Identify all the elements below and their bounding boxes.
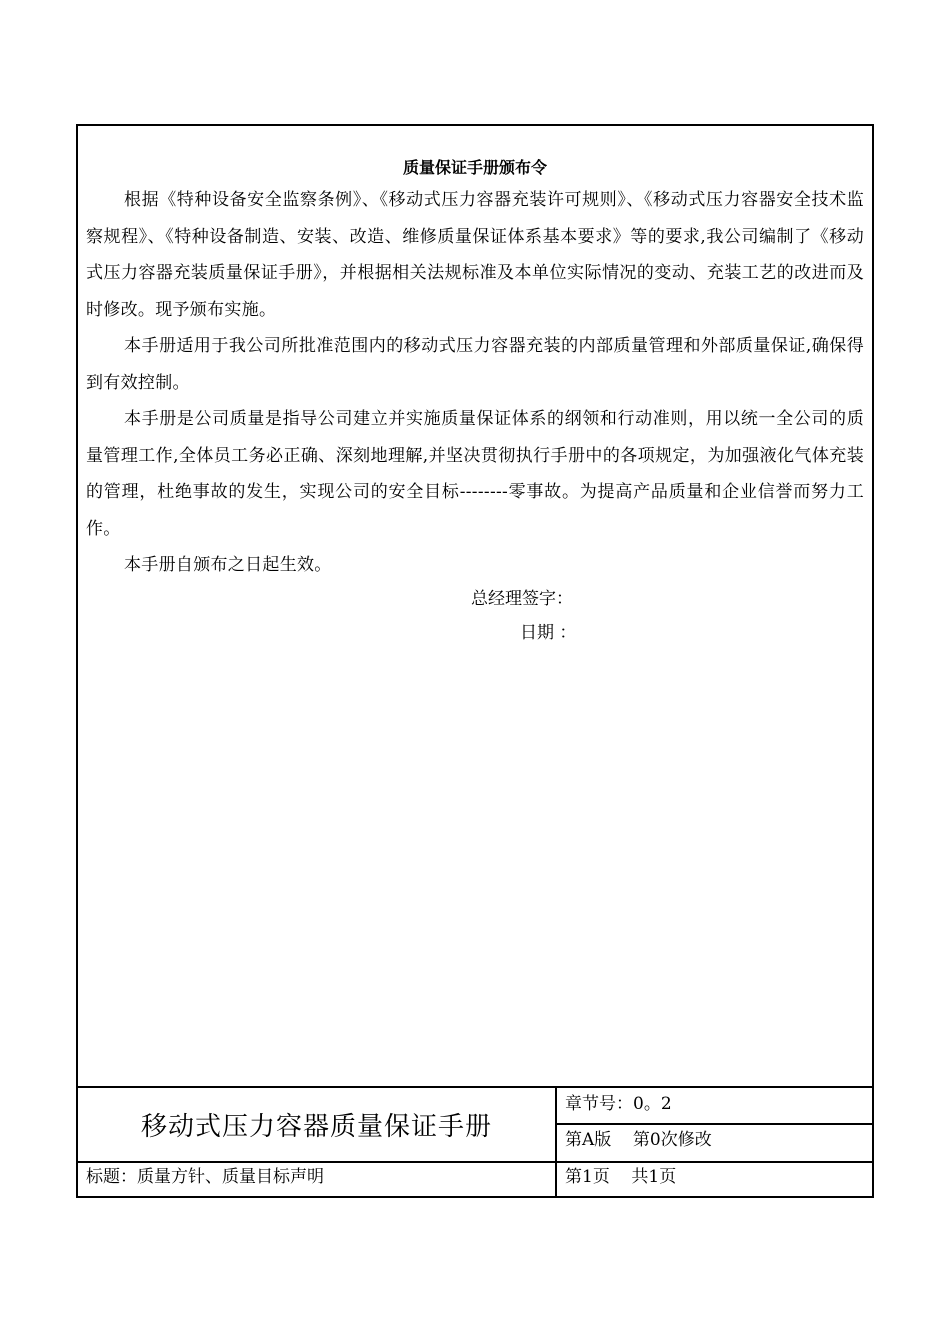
paragraph-3: 本手册是公司质量是指导公司建立并实施质量保证体系的纲领和行动准则，用以统一全公司的质量管理工作,全体员工务必正确、深刻地理解,并坚决贯彻执行手册中的各项规定，为加强液化气体充装的管理，杜绝事故的发生，实现公司的安全目标--------零事故。为提高产品质量和企业信誉而努力工作。 (86, 409, 864, 539)
subject-title: 标题：质量方针、质量目标声明 (86, 1167, 324, 1187)
document-content (78, 126, 872, 1086)
document-frame (76, 124, 874, 1198)
footer-divider-right (555, 1123, 872, 1125)
date-label: 日期 ： (520, 623, 577, 643)
document-body (86, 182, 864, 584)
paragraph-1: 根据《特种设备安全监察条例》、《移动式压力容器充装许可规则》、《移动式压力容器安全技术监察规程》、《特种设备制造、安装、改造、维修质量保证体系基本要求》等的要求,我公司编制了《移动式压力容器充装质量保证手册》，并根据相关法规标准及本单位实际情况的变动、充装工艺的改进而及时修改。现予颁布实施。 (86, 190, 864, 320)
paragraph-4: 本手册自颁布之日起生效。 (124, 555, 332, 575)
footer-divider-horizontal (78, 1161, 872, 1163)
page-info: 第1页 共1页 (565, 1167, 677, 1187)
footer-table (78, 1086, 872, 1198)
chapter-number: 章节号：0。2 (565, 1094, 672, 1114)
manager-signature-label: 总经理签字： (471, 589, 573, 609)
document-title: 质量保证手册颁布令 (402, 158, 547, 177)
revision-info: 第A版 第0次修改 (565, 1130, 712, 1150)
paragraph-2: 本手册适用于我公司所批准范围内的移动式压力容器充装的内部质量管理和外部质量保证,确保得到有效控制。 (86, 336, 864, 393)
footer-divider-vertical (555, 1088, 557, 1198)
manual-name: 移动式压力容器质量保证手册 (140, 1112, 492, 1142)
